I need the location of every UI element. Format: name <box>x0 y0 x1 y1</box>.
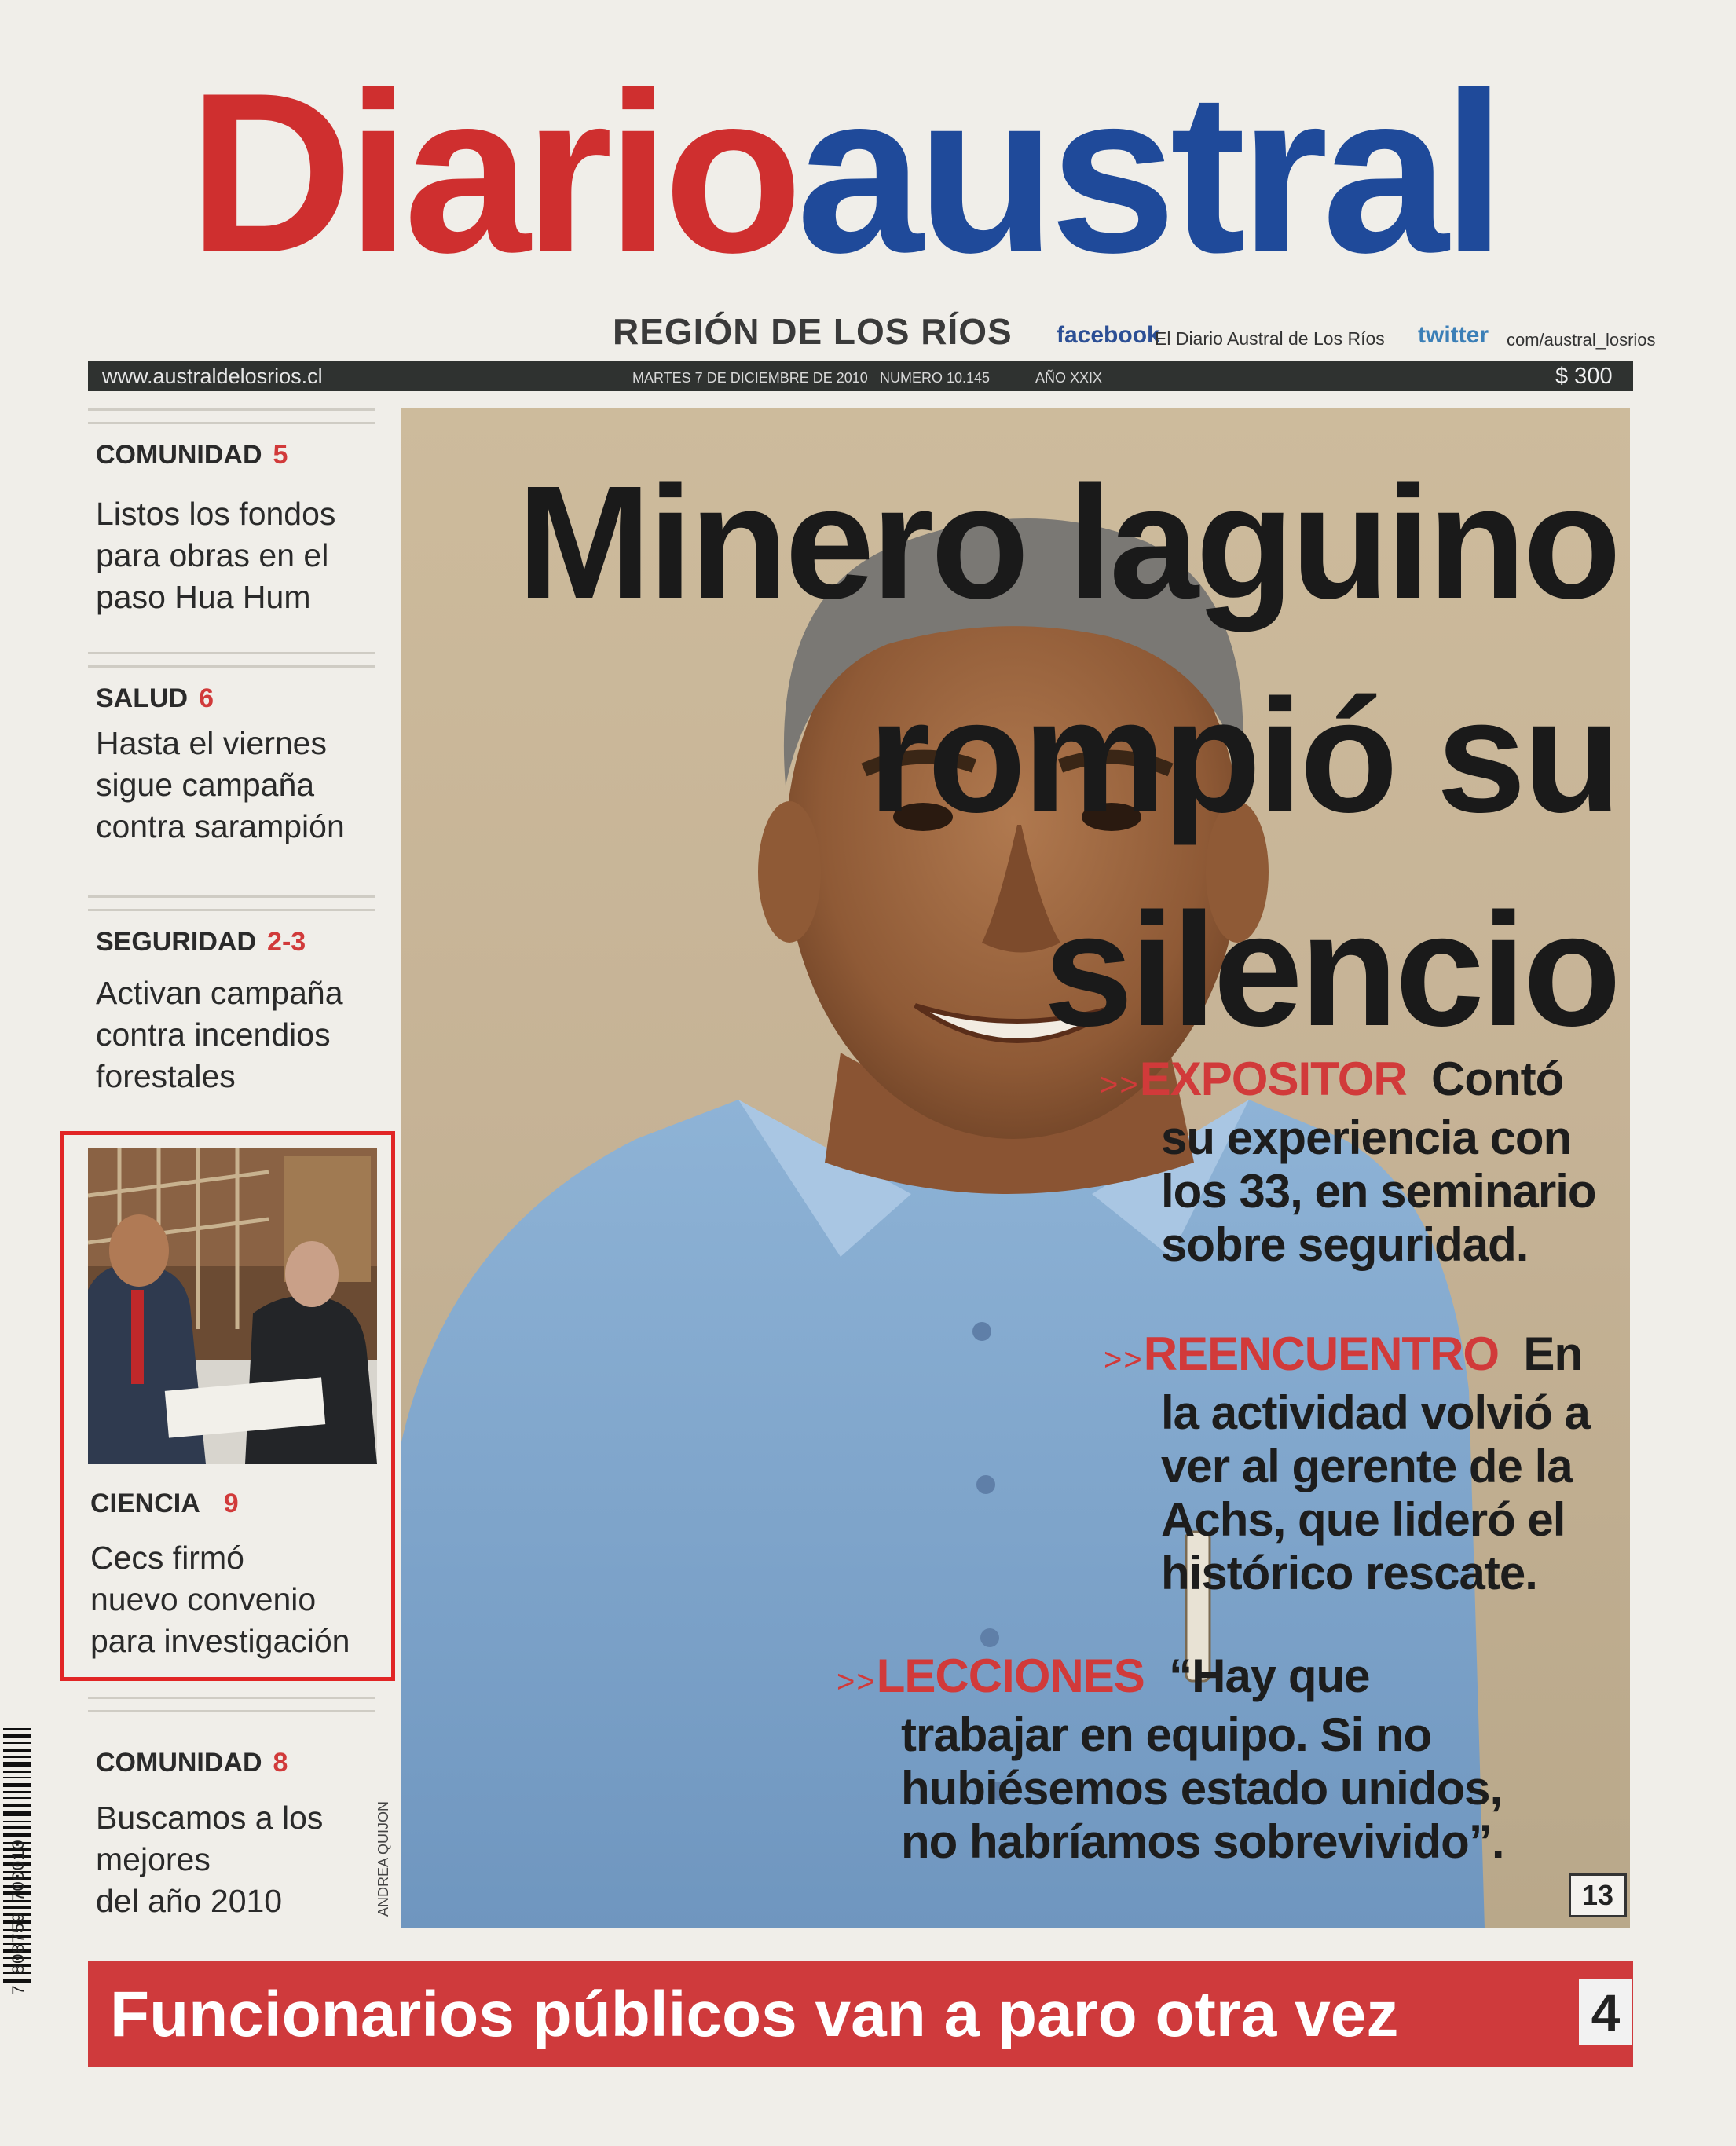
facebook-logo: facebook <box>1057 322 1160 348</box>
bullet-line: sobre seguridad. <box>1161 1218 1529 1271</box>
issue-number: NUMERO 10.145 <box>880 370 991 386</box>
masthead-logo <box>189 47 1500 298</box>
bullet-line: En <box>1523 1328 1583 1380</box>
bullet-keyword: REENCUENTRO <box>1143 1328 1500 1380</box>
headline-line: silencio <box>1043 880 1618 1060</box>
bullet-arrows: >> <box>1100 1068 1140 1102</box>
sidebar-separator <box>88 408 375 424</box>
bullet-line: Achs, que lideró el <box>1161 1493 1566 1546</box>
bullet-arrows: >> <box>1104 1342 1144 1377</box>
sidebar-item-text: Buscamos a los mejores del año 2010 <box>96 1800 324 1919</box>
headline-line: Minero laguino <box>517 452 1618 632</box>
headline-line: rompió su <box>868 666 1618 846</box>
masthead-diario: Diario <box>189 46 797 300</box>
twitter-handle-text: com/austral_losrios <box>1507 330 1656 350</box>
bullet-keyword: LECCIONES <box>876 1650 1145 1702</box>
sidebar-item-text: Hasta el viernes sigue campaña contra sarampión <box>96 725 345 844</box>
bullet-keyword: EXPOSITOR <box>1139 1053 1407 1105</box>
bullet-expositor <box>1100 1053 1618 1272</box>
photo-credit: ANDREA QUIJON <box>375 1800 391 1917</box>
bullet-lecciones <box>837 1650 1622 1869</box>
facebook-page-text: El Diario Austral de Los Ríos <box>1155 328 1385 349</box>
twitter-logo: twitter <box>1418 322 1489 348</box>
bullet-line: histórico rescate. <box>1161 1547 1537 1599</box>
sidebar-item-text: Listos los fondos para obras en el paso Hua Hum <box>96 496 336 615</box>
sidebar-item-text: Activan campaña contra incendios forestales <box>96 975 343 1094</box>
bullet-arrows: >> <box>837 1664 877 1699</box>
bullet-line: “Hay que <box>1169 1650 1370 1702</box>
bullet-line: Contó <box>1431 1053 1564 1105</box>
bullet-line: no habríamos sobrevivido”. <box>901 1815 1504 1868</box>
bullet-line: ver al gerente de la <box>1161 1440 1573 1492</box>
sidebar-separator <box>88 895 375 911</box>
bullet-reencuentro <box>1104 1328 1622 1600</box>
banner-headline: Funcionarios públicos van a paro otra vez <box>110 1979 1399 2050</box>
sidebar-section-label: CIENCIA 9 <box>90 1489 239 1518</box>
issue-date: MARTES 7 DE DICIEMBRE DE 2010 <box>632 370 868 386</box>
sidebar-section-label: COMUNIDAD 5 <box>96 440 288 470</box>
barcode-digits: 7 808759 700010 <box>9 1839 29 1995</box>
sidebar-separator <box>88 652 375 668</box>
region-label: REGIÓN DE LOS RÍOS <box>613 311 1013 352</box>
issue-year: AÑO XXIX <box>1035 370 1103 386</box>
issue-price: $ 300 <box>1555 364 1613 389</box>
sidebar-section-label: SEGURIDAD 2-3 <box>96 927 306 957</box>
sidebar-section-label: COMUNIDAD 8 <box>96 1748 288 1778</box>
website-url: www.australdelosrios.cl <box>102 364 323 388</box>
highlight-box <box>60 1131 395 1681</box>
bullet-line: hubiésemos estado unidos, <box>901 1762 1503 1815</box>
main-headline <box>440 436 1618 1077</box>
sidebar-section-label: SALUD 6 <box>96 683 214 713</box>
sidebar-separator <box>88 1697 375 1712</box>
sidebar-item-text: Cecs firmó nuevo convenio para investigación <box>90 1540 350 1659</box>
bullet-line: trabajar en equipo. Si no <box>901 1708 1432 1761</box>
bullet-line: la actividad volvió a <box>1161 1386 1590 1439</box>
banner-page-ref: 4 <box>1579 1979 1632 2045</box>
bullet-line: su experiencia con <box>1161 1111 1572 1164</box>
page-reference-13: 13 <box>1569 1873 1627 1917</box>
bullet-line: los 33, en seminario <box>1161 1165 1596 1218</box>
masthead-austral: austral <box>796 46 1500 300</box>
